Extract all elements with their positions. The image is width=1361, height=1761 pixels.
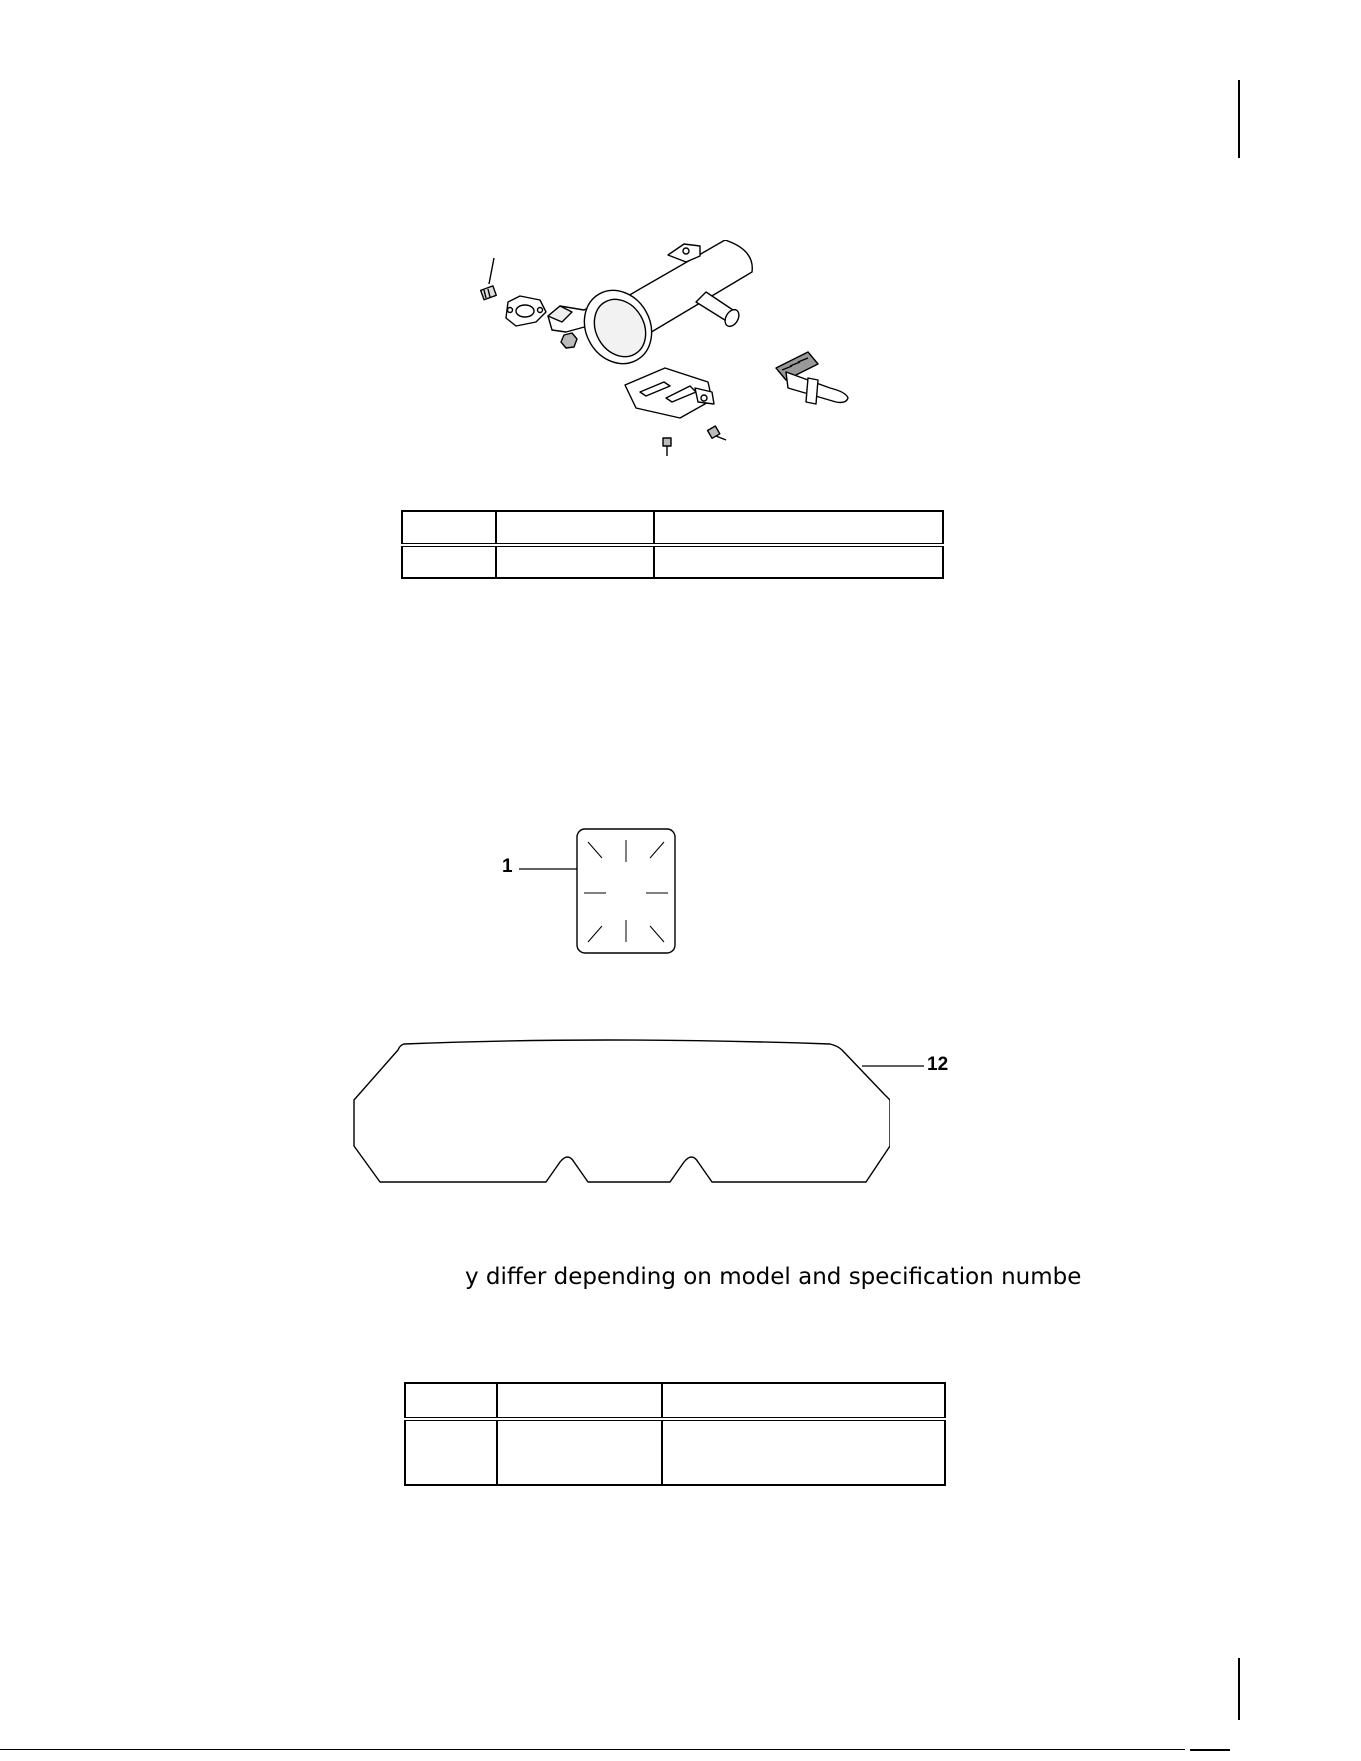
table-row: [402, 545, 943, 578]
muffler-parts-table: [401, 510, 944, 579]
table-header-cell: [496, 511, 654, 545]
table-cell: [405, 1419, 497, 1485]
table-row: [405, 1419, 945, 1485]
bracket-part: [625, 368, 714, 418]
panel-decal-leader-line: [862, 1063, 926, 1069]
table-header-cell: [405, 1383, 497, 1419]
table-cell: [654, 545, 943, 578]
table-header-cell: [662, 1383, 945, 1419]
decal-leader-line: [519, 866, 579, 872]
table-header-row: [405, 1383, 945, 1419]
callout-item-number: 12: [927, 1054, 949, 1075]
table-header-cell: [497, 1383, 662, 1419]
callout-item-number: 1: [502, 856, 513, 877]
margin-bar-bottom: [1238, 1658, 1240, 1720]
decal-parts-table: [404, 1382, 946, 1486]
bolt-part-2: [708, 426, 726, 440]
muffler-exploded-view: [440, 240, 880, 470]
table-cell: [497, 1419, 662, 1485]
table-cell: [496, 545, 654, 578]
spark-arrestor-part: [776, 352, 848, 404]
margin-bar-top: [1238, 80, 1240, 158]
table-header-row: [402, 511, 943, 545]
table-header-cell: [402, 511, 496, 545]
leader-line: [489, 258, 494, 284]
nut-part: [561, 333, 577, 348]
bottom-rule-end: [1190, 1749, 1230, 1751]
decal-illustration: [570, 822, 682, 956]
panel-decal-illustration: [345, 1035, 890, 1195]
table-cell: [402, 545, 496, 578]
gasket-part: [506, 296, 546, 326]
bolt-part: [663, 438, 671, 456]
table-cell: [662, 1419, 945, 1485]
specification-note: y differ depending on model and specification numbe: [465, 1264, 1082, 1290]
bottom-rule: [0, 1749, 1185, 1750]
stud-part: [481, 286, 497, 300]
table-header-cell: [654, 511, 943, 545]
